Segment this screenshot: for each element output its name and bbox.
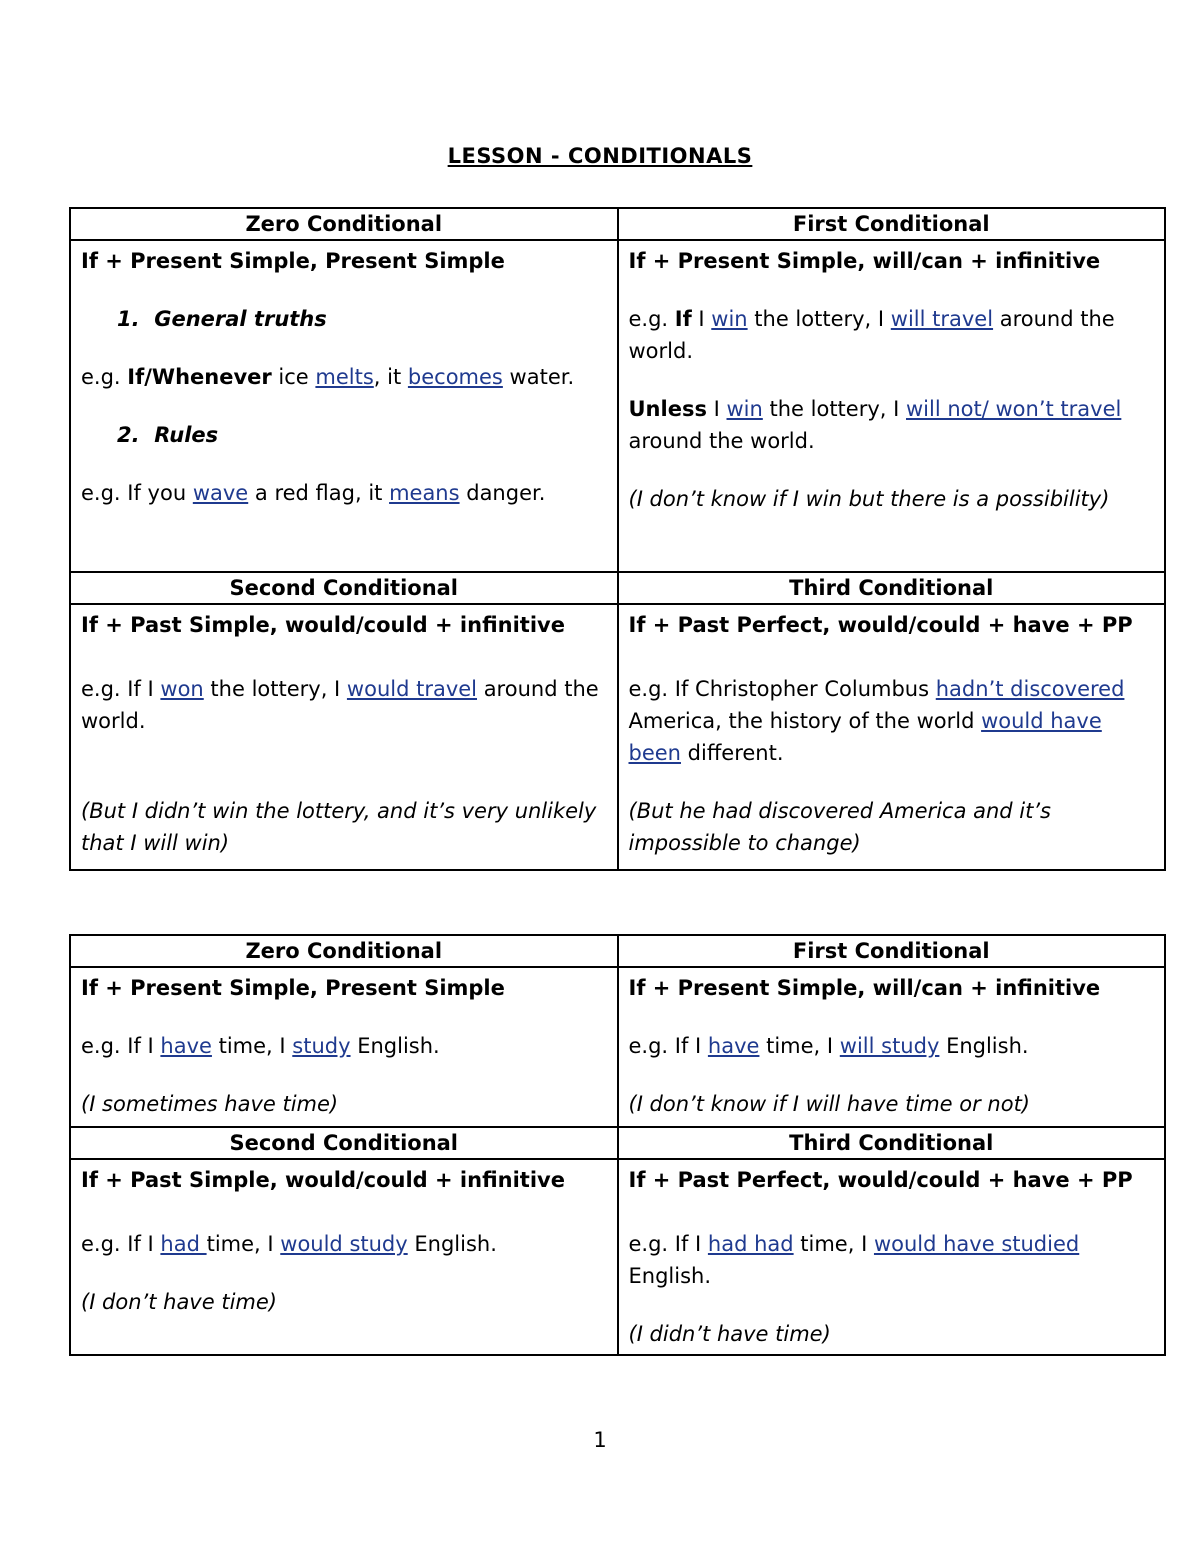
usage-rules: 2. Rules (117, 423, 219, 447)
example-zero: e.g. If I have time, I study English. (81, 1034, 440, 1058)
cell-first-conditional (618, 240, 1166, 572)
header-third-conditional: Third Conditional (618, 1127, 1166, 1159)
formula-third: If + Past Perfect, would/could + have + PP (628, 613, 1133, 637)
cell-second-conditional (70, 604, 618, 870)
formula-first: If + Present Simple, will/can + infinitive (628, 976, 1101, 1000)
formula-second: If + Past Simple, would/could + infinitive (81, 613, 565, 637)
formula-third: If + Past Perfect, would/could + have + PP (628, 1168, 1133, 1192)
cell-first-conditional (618, 967, 1166, 1127)
example-second: e.g. If I had time, I would study English. (81, 1232, 497, 1256)
note-second: (I don’t have time) (81, 1290, 277, 1314)
cell-zero-conditional (70, 967, 618, 1127)
example-first-2: Unless I win the lottery, I will not/ won’t travel around the world. (628, 397, 1122, 453)
note-second: (But I didn’t win the lottery, and it’s very unlikely that I will win) (81, 799, 597, 855)
note-third: (But he had discovered America and it’s impossible to change) (628, 799, 1051, 855)
note-first: (I don’t know if I will have time or not) (628, 1092, 1030, 1116)
example-third: e.g. If Christopher Columbus hadn’t discovered America, the history of the world would have been different. (628, 677, 1125, 765)
note-first: (I don’t know if I win but there is a possibility) (628, 487, 1110, 511)
example-first-1: e.g. If I win the lottery, I will travel around the world. (628, 307, 1115, 363)
header-first-conditional: First Conditional (618, 208, 1166, 240)
formula-zero: If + Present Simple, Present Simple (81, 249, 505, 273)
header-zero-conditional: Zero Conditional (70, 935, 618, 967)
formula-second: If + Past Simple, would/could + infinitive (81, 1168, 565, 1192)
page-title: LESSON - CONDITIONALS (447, 144, 753, 168)
cell-third-conditional (618, 604, 1166, 870)
cell-third-conditional (618, 1159, 1166, 1355)
conditionals-table-2 (69, 934, 1166, 1356)
page-number: 1 (593, 1428, 607, 1452)
note-zero: (I sometimes have time) (81, 1092, 339, 1116)
cell-second-conditional (70, 1159, 618, 1355)
header-second-conditional: Second Conditional (70, 1127, 618, 1159)
header-zero-conditional: Zero Conditional (70, 208, 618, 240)
formula-first: If + Present Simple, will/can + infinitive (628, 249, 1101, 273)
example-second: e.g. If I won the lottery, I would travel around the world. (81, 677, 599, 733)
header-first-conditional: First Conditional (618, 935, 1166, 967)
formula-zero: If + Present Simple, Present Simple (81, 976, 505, 1000)
example-zero-2: e.g. If you wave a red flag, it means danger. (81, 481, 546, 505)
example-third: e.g. If I had had time, I would have studied English. (628, 1232, 1080, 1288)
example-first: e.g. If I have time, I will study English. (628, 1034, 1029, 1058)
header-third-conditional: Third Conditional (618, 572, 1166, 604)
note-third: (I didn’t have time) (628, 1322, 831, 1346)
cell-zero-conditional (70, 240, 618, 572)
usage-general-truths: 1. General truths (117, 307, 327, 331)
conditionals-table-1 (69, 207, 1166, 871)
example-zero-1: e.g. If/Whenever ice melts, it becomes water. (81, 365, 575, 389)
header-second-conditional: Second Conditional (70, 572, 618, 604)
